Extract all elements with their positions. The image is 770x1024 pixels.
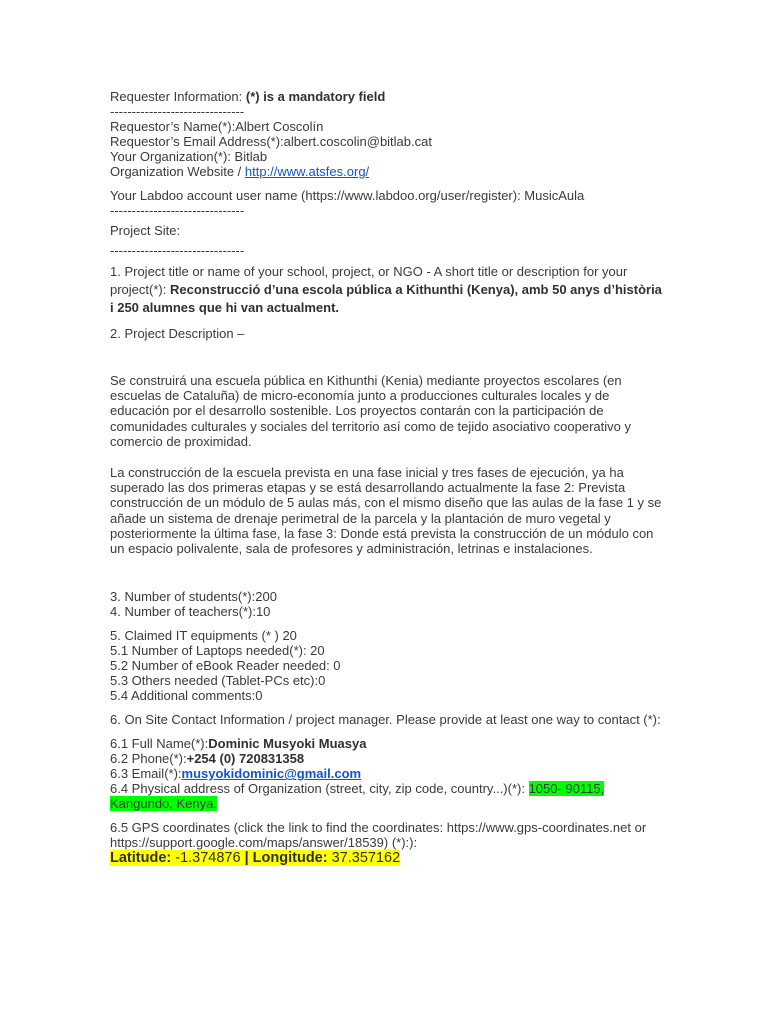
email-link[interactable]: musyokidominic@gmail.com (181, 766, 362, 782)
project-title (110, 263, 662, 317)
labdoo-account: Your Labdoo account user name (https://www.labdoo.org/user/register): MusicAula (110, 188, 585, 203)
latitude-label: Latitude: (110, 850, 176, 867)
separator: ------------------------------- (110, 243, 245, 258)
separator: ------------------------------- (110, 104, 245, 119)
full-name-value: Dominic Musyoki Muasya (208, 736, 367, 752)
project-description-p1: Se construirá una escuela pública en Kithunthi (Kenia) mediante proyectos escolares (en escuelas de Cataluña) de micro-economía junto a producciones culturales locales y de educación por el desarrollo sostenible. Los proyectos contarán con la participación de comunidades culturales y sociales del territorio así como de tejido asociativo cooperativo y comercio de proximidad. (110, 373, 631, 449)
requestor-name: Requestor’s Name(*):Albert Coscolín (110, 119, 324, 134)
project-title-label: 1. Project title or name of your school, project, or NGO - A short title or description for your project(*): (110, 264, 628, 297)
project-description-label: 2. Project Description – (110, 326, 245, 341)
address-value-2: Kangundo, Kenya. (110, 796, 217, 812)
gps-label: 6.5 GPS coordinates (click the link to find the coordinates: https://www.gps-coordinates.net or https://support.google.com/maps/answer/18539) (*):): (110, 820, 647, 851)
requester-header-label: Requester Information: (110, 89, 246, 104)
additional-comments: 5.4 Additional comments:0 (110, 688, 263, 704)
contact-email (110, 766, 662, 781)
phone-value: +254 (0) 720831358 (186, 751, 305, 767)
organization-website (110, 164, 662, 179)
phone-label: 6.2 Phone(*): (110, 751, 187, 767)
contact-intro: 6. On Site Contact Information / project manager. Please provide at least one way to contact (*): (110, 712, 661, 728)
website-link[interactable]: http://www.atsfes.org/ (244, 164, 370, 179)
gps-highlight (110, 850, 400, 866)
contact-address (110, 781, 662, 796)
project-site-label: Project Site: (110, 223, 181, 238)
document-body (110, 89, 662, 867)
requestor-email: Requestor’s Email Address(*):albert.coscolin@bitlab.cat (110, 134, 432, 149)
project-description-p2: La construcción de la escuela prevista en una fase inicial y tres fases de ejecución, ya ha superado las dos primeras etapas y se está desarrollando actualmente la fase 2: Prevista construcción de un módulo de 5 aulas más, con el mismo diseño que las aulas de la fase 1 y se añade un sistema de drenaje perimetral de la parcela y la plantación de muro vegetal y posteriormente la última fase, la fase 3: Donde está prevista la construcción de un módulo con un espacio polivalente, sala de profesores y administración, letrinas e instalaciones. (110, 465, 662, 557)
contact-address-cont (110, 796, 662, 811)
mandatory-note: (*) is a mandatory field (245, 89, 386, 104)
contact-full-name (110, 736, 662, 751)
email-label: 6.3 Email(*): (110, 766, 182, 782)
contact-phone (110, 751, 662, 766)
number-of-students: 3. Number of students(*):200 (110, 589, 277, 605)
claimed-equipment: 5. Claimed IT equipments (* ) 20 (110, 628, 297, 644)
others-needed: 5.3 Others needed (Tablet-PCs etc):0 (110, 673, 326, 689)
ebook-readers-needed: 5.2 Number of eBook Reader needed: 0 (110, 658, 341, 674)
laptops-needed: 5.1 Number of Laptops needed(*): 20 (110, 643, 325, 659)
gps-coordinates (110, 850, 662, 867)
organization: Your Organization(*): Bitlab (110, 149, 268, 164)
address-value-1: 1050- 90115, (528, 781, 605, 797)
number-of-teachers: 4. Number of teachers(*):10 (110, 604, 271, 620)
address-label: 6.4 Physical address of Organization (street, city, zip code, country...)(*): (110, 781, 529, 797)
full-name-label: 6.1 Full Name(*): (110, 736, 209, 752)
website-label: Organization Website / (110, 164, 245, 179)
longitude-value: 37.357162 (331, 850, 401, 867)
separator: ------------------------------- (110, 203, 245, 218)
latitude-value: -1.374876 (175, 850, 241, 867)
project-title-value: Reconstrucció d’una escola pública a Kithunthi (Kenya), amb 50 anys d’història i 250 alumnes que hi van actualment. (110, 282, 662, 315)
longitude-label: | Longitude: (240, 850, 332, 867)
requester-header (110, 89, 662, 104)
